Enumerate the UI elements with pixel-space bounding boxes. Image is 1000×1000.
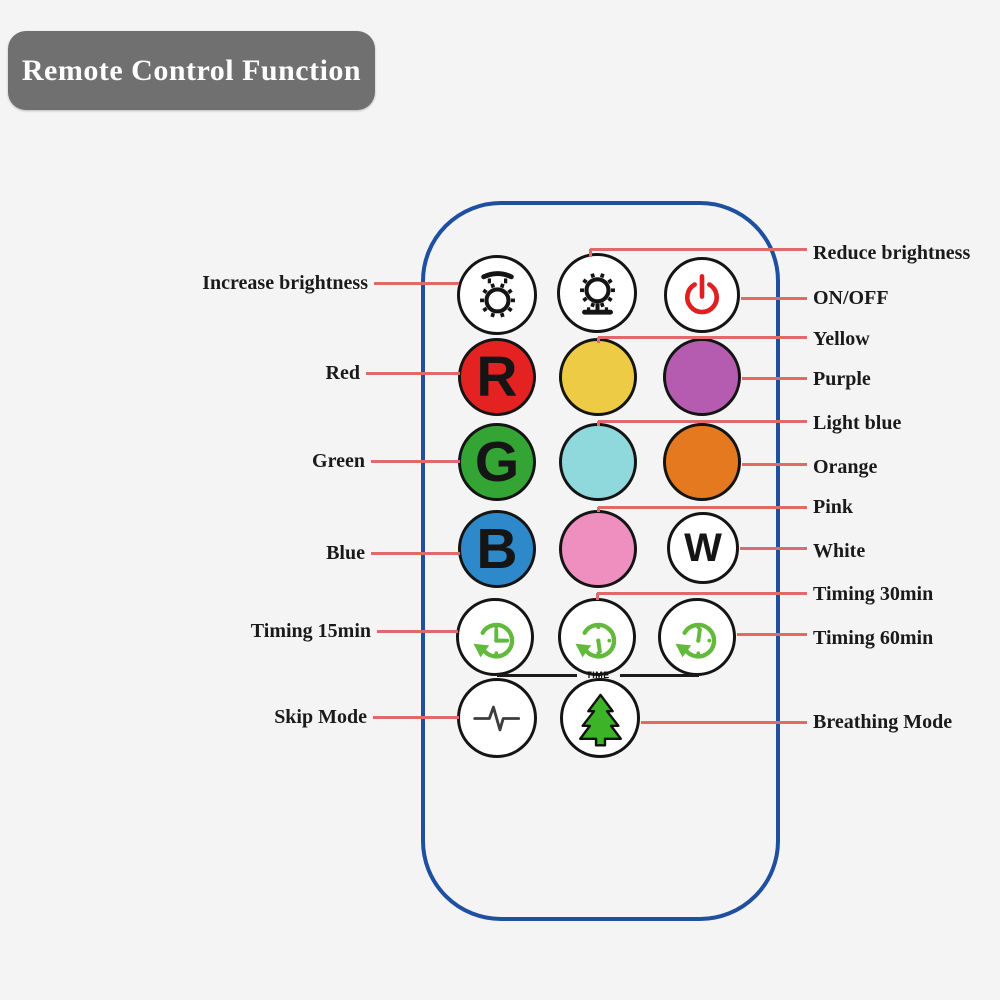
time-bracket-segment — [497, 674, 577, 677]
light-blue-button[interactable] — [559, 423, 637, 501]
pink-connector-drop — [597, 507, 600, 512]
light-blue-label: Light blue — [813, 412, 902, 434]
timing-30-connector-line — [597, 592, 807, 595]
power-icon — [671, 264, 733, 326]
light-blue-connector-line — [598, 420, 807, 423]
orange-label: Orange — [813, 456, 878, 478]
clock-60-icon — [666, 606, 729, 669]
timing-30-button[interactable] — [558, 598, 636, 676]
pulse-icon — [465, 686, 530, 751]
red-connector-line — [366, 372, 460, 375]
increase-brightness-label: Increase brightness — [202, 272, 368, 294]
brightness-down-icon — [565, 261, 630, 326]
orange-button[interactable] — [663, 423, 741, 501]
yellow-label: Yellow — [813, 328, 870, 350]
white-button[interactable] — [667, 512, 739, 584]
green-connector-line — [371, 460, 460, 463]
white-label: White — [813, 540, 866, 562]
pink-button[interactable] — [559, 510, 637, 588]
breathing-mode-connector-line — [641, 721, 807, 724]
yellow-button[interactable] — [559, 338, 637, 416]
red-button-letter: R — [476, 344, 518, 409]
orange-connector-line — [742, 463, 807, 466]
green-label: Green — [312, 450, 365, 472]
timing-60-connector-line — [737, 633, 807, 636]
pink-label: Pink — [813, 496, 854, 518]
on-off-label: ON/OFF — [813, 287, 889, 309]
purple-label: Purple — [813, 368, 871, 390]
on-off-button[interactable] — [664, 257, 740, 333]
skip-mode-button[interactable] — [457, 678, 537, 758]
time-group-label: TIME — [586, 670, 610, 680]
timing-60-label: Timing 60min — [813, 627, 934, 649]
title-banner — [8, 31, 375, 110]
reduce-brightness-button[interactable] — [557, 253, 637, 333]
yellow-connector-line — [598, 336, 807, 339]
timing-60-button[interactable] — [658, 598, 736, 676]
increase-brightness-connector-line — [374, 282, 459, 285]
on-off-connector-line — [741, 297, 807, 300]
purple-connector-line — [742, 377, 807, 380]
blue-button[interactable] — [458, 510, 536, 588]
blue-connector-line — [371, 552, 460, 555]
timing-15-connector-line — [377, 630, 458, 633]
skip-mode-connector-line — [373, 716, 459, 719]
reduce-brightness-connector-line — [590, 248, 807, 251]
white-connector-line — [740, 547, 807, 550]
reduce-brightness-label: Reduce brightness — [813, 242, 971, 264]
timing-15-label: Timing 15min — [250, 620, 371, 642]
light-blue-connector-drop — [597, 421, 600, 426]
tree-icon — [568, 686, 633, 751]
red-label: Red — [325, 362, 360, 384]
yellow-connector-drop — [597, 337, 600, 343]
green-button-letter: G — [474, 429, 520, 494]
timing-30-label: Timing 30min — [813, 583, 934, 605]
blue-button-letter: B — [476, 516, 518, 581]
purple-button[interactable] — [663, 338, 741, 416]
white-button-letter: W — [684, 526, 722, 570]
skip-mode-label: Skip Mode — [274, 706, 367, 728]
pink-connector-line — [598, 506, 807, 509]
breathing-mode-label: Breathing Mode — [813, 711, 953, 733]
green-button[interactable] — [458, 423, 536, 501]
page-title: Remote Control Function — [21, 53, 362, 87]
breathing-mode-button[interactable] — [560, 678, 640, 758]
timing-15-button[interactable] — [456, 598, 534, 676]
blue-label: Blue — [326, 542, 365, 564]
brightness-up-icon — [465, 263, 530, 328]
clock-15-icon — [464, 606, 527, 669]
time-bracket-segment — [620, 674, 699, 677]
reduce-brightness-connector-drop — [589, 249, 592, 257]
clock-30-icon — [566, 606, 629, 669]
red-button[interactable] — [458, 338, 536, 416]
increase-brightness-button[interactable] — [457, 255, 537, 335]
timing-30-connector-drop — [596, 593, 599, 600]
